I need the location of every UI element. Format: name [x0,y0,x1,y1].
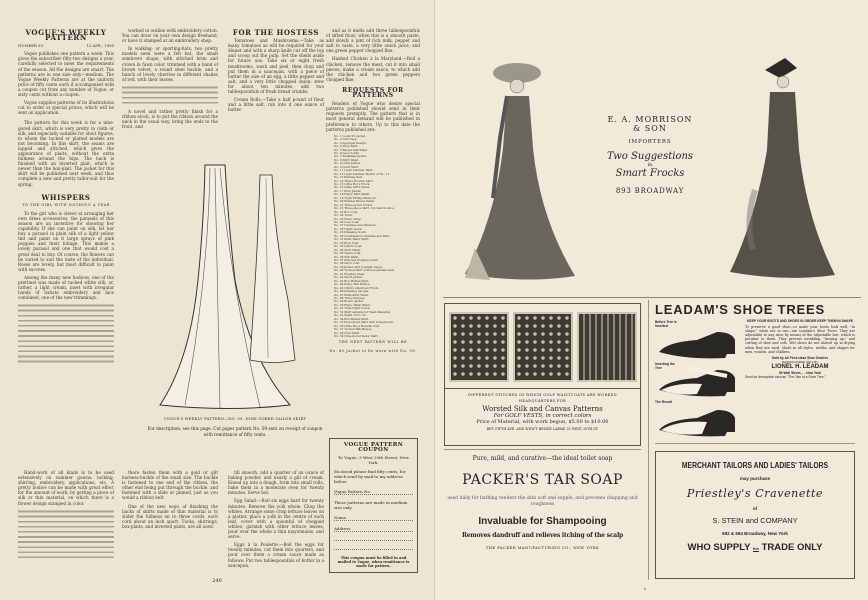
pattern-list-item: No. 50 Fancy Wash Waist. [334,302,371,307]
whispers-text-2: Among the many new bodices, one of the prettiest was made of tucked white silk, or, rather, a light cream, inset with irregular bands of batiste embroidery and lace combined, one of the new trimmings. [18,274,114,301]
pattern-coupon [329,438,418,573]
pattern-list-item: No. 54 Box Plaited Skirt. [334,316,370,321]
column-4 [326,28,420,357]
pattern-list-item: No. 25 Fancy Wrap. [334,216,362,221]
weekly-pattern-column [18,28,114,363]
pattern-number: NUMBER 59. [18,43,45,49]
pattern-list-item: No. 33 Child's Coat. [334,244,363,249]
pattern-list-item: No. 38 Girl's Coat. [334,261,361,266]
whispers-title: WHISPERS [41,192,91,202]
skirt-text: The pattern for this week is for a nine-gored skirt, which is very pretty in cloth or silk, and especially suitable for stout figures, to whom the tucked or plaited models are not becoming. In this skirt, the seams are lapped and stitched, which gives the appearance of plaits, without the extra fullness around the hips. The back is finished with an inverted plait, which is newer than the box-plait. The jacket for this skirt will be published next week, and thus complete a new and pretty tailor-suit for the spring. [18,120,114,187]
tailors-footer-b: the [752,546,759,551]
morrison-importers: IMPORTERS [628,139,672,145]
coupon-address-field[interactable]: Address [334,526,413,532]
stitches-hq: HEADQUARTERS FOR [518,399,567,403]
pattern-list-item: No. 27 Chemise and Drawers. [334,223,377,228]
pattern-list-item: No. 40 Tucked Skirt with box-plaited back. [334,268,395,273]
leadam-maker: LIONEL H. LEADAM [771,363,829,370]
packer-tagline: Pure, mild, and curative—the ideal toilet soap [472,455,613,462]
pattern-list-item: No. 39 Jacket with Coattail Capes. [334,264,383,269]
pattern-list-item: No. 45 Child's Afternoon Frock. [334,285,380,290]
pattern-list-item: No. 10 Golf Skirt. [334,164,359,169]
leadam-address: 80 Wall Street, - - New York [778,370,822,375]
col2-text-3: A novel and rather pretty finish for a ribbon stock, is to put the ribbon around the neck in the usual way, bring the ends to the front, and [122,108,218,130]
tailors-product: Priestley's Cravenette [686,487,824,500]
pattern-list-item: No. 22 Three-piece Skirt, Circular flounce. [334,206,395,211]
golf-vest-ad [444,303,641,446]
pattern-list-item: No. 26 Lace Coat. [334,220,360,225]
next-pattern-text: No. 60 Jacket to be worn with No. 59. [329,348,417,353]
pattern-list-item: No. 37 Princess Evening Gown. [334,258,379,262]
stitch-swatch-3 [577,312,637,382]
pattern-list-item: No. 2 Golf Cape. [334,137,358,142]
requests-title: REQUESTS FOR PATTERNS [342,86,404,100]
stitch-swatch-1 [449,312,509,382]
pattern-list-item: No. 18 Fancy Shirt Waist. [334,192,371,197]
pattern-list-item: No. 52 Skirt suitable for Wash Material. [334,309,391,314]
pattern-list-item: No. 51 Tulle Night Gown. [334,306,371,311]
leadam-mfr: MANUFACTURED ONLY BY [782,359,818,364]
text-filler [122,85,218,105]
pattern-list-item: No. 24 Tunic. [334,213,354,218]
whispers-subtitle: TO THE GIRL WITH NOTHING A YEAR [22,202,110,207]
pattern-list-item: No. 1 Louis XV. Jacket. [334,133,367,138]
pattern-list-item: No. 4 Drop Skirt. [334,144,359,149]
pattern-list-item: No. 23 Box Coat. [334,209,359,214]
leadam-tagline: KEEP YOUR BOOTS AND SHOES IN ORDER KEEP THEM IN SHAPE [747,319,853,323]
tailors-company: S. STEIN and COMPANY [712,516,798,525]
col2-text: worked in outline with embroidery cotton. You can draw on your own design freehand, or have it stamped at an embroidery shop. [122,28,218,44]
pattern-list-item: No. 14 Three-Flounce Skirt. [334,178,374,183]
shoe-label-3: The Result [655,400,672,404]
pattern-date: 12 APR., 1900 [86,43,114,49]
morrison-son: & SON [633,124,667,133]
tailors-footer-a: WHO SUPPLY [687,542,751,553]
coupon-title: VOGUE PATTERN COUPON [343,442,404,453]
stitches-line1: Worsted Silk and Canvas Patterns [482,405,603,413]
weekly-pattern-title: VOGUE'S WEEKLY PATTERN [25,28,107,43]
lower-col3-text: till smooth, add a quarter of an ounce of baking powder, and nearly a gill of cream. Knead up into a dough, form into small rolls, bake them in a moderate oven for twenty minutes. Serve hot. [228,470,324,496]
coupon-note: These patterns are made in medium size only. [334,500,408,510]
tailors-may: may purchase [739,476,771,481]
whispers-text: To the girl who is clever at arranging her own dress accessories, the parasols of this season are an incentive for showing her capability. If she can paint on silk, let her buy a parasol in plain silk of a light yellow tint and paint on it large sprays of pink poppies and their foliage. This makes a lovely parasol and one that would cost a great deal to buy. Of course, the flowers can be varied to suit the taste of the individual. Roses are lovely, but most difficult to paint with success. [18,210,114,272]
pattern-list [326,135,420,339]
pattern-list-item: No. 17 Eton Jacket. [334,188,362,193]
packer-title: PACKER'S TAR SOAP [462,472,623,488]
pattern-list-item: No. 42 Short Jacket. [334,275,363,280]
pattern-list-item: No. 15 Little Boy's Frock. [334,182,371,187]
pattern-list-item: No. 6 Lace Collar. [334,150,360,155]
pattern-list-item: No. 30 Combination Chemise and Skirt. [334,233,391,238]
tailors-footer-c: TRADE ONLY [761,542,823,553]
pattern-list-item: No. 35 Opera Coat. [334,251,362,256]
packer-body: used daily for bathing renders the skin soft and supple, and prevents chapping and roughness [447,496,638,507]
page-number-left: 240 [212,578,222,584]
pattern-list-item: No. 36 Silk Waist. [334,254,360,259]
pattern-list-item: No. 13 Bathing Suit. [334,175,363,180]
woman-with-parasol-illustration [455,48,585,283]
stitches-line3: Price of Material, with work begun, $5.00 to $10.00 [476,419,609,425]
leadam-sold: Sold by All First-class Shoe Dealers [771,355,829,360]
packer-footer: THE PACKER MANUFACTURING CO., NEW YORK [485,545,600,550]
pattern-list-item: No. 48 Three Sleeves. [334,295,366,300]
page-number-right: v [643,586,647,591]
hostess-column [228,28,324,115]
leadam-circular: Send for descriptive circular, "The Tale of a Shoe Tree." [745,375,826,380]
packer-subhead: Removes dandruff and relieves itching of the scalp [461,532,624,539]
woman-in-gown-illustration [725,50,840,285]
stitches-caption: DIFFERENT STITCHES IN WHICH GOLF WAISTCOATS ARE WORKED [468,393,617,397]
morrison-address: 893 BROADWAY [615,187,685,195]
tailors-address: 692 & 694 Broadway, New York [722,531,788,536]
morrison-ad [575,115,725,195]
shoe-label-2: Inserting the Tree [655,362,675,370]
pattern-list-item: No. 7 Breakfast Jacket. [334,154,367,159]
lower-col3-text-2: Egg Salad.—Boil six eggs hard for twenty minutes. Remove the yolk whole. Chop the whites. Arrange some crisp lettuce leaves on a platter, place a yolk in the centre of each leaf, cover with a spoonful of chopped whites, garnish with other lettuce leaves, pour over the whole a thin mayonnaise, and serve. [228,498,324,540]
col4-text-2: Hashed Chicken à la Maryland.—Boil a chicken, remove the meat, cut it into small pieces, make a cream sauce, to which add the chicken and two green peppers chopped fine. [326,56,420,82]
pattern-list-item: No. 9 Cloth Jacket. [334,161,361,166]
pattern-list-item: No. 47 Plain Shirt Waist. [334,292,369,297]
pattern-list-item: No. 19 Tight Fitting Petticoat. [334,195,377,200]
pattern-list-item: No. 31 Plain Tailor Skirt. [334,237,370,242]
packer-ad [444,450,641,550]
pattern-list-item: No. 29 Dressing Gown. [334,230,367,235]
col2-text-2: In walking- or sporting-hats, two pretty models seen were a felt hat, the small sombrero shape, with stitched brim and crown in fawn color, trimmed with a band of brown velvet, a round steel buckle, and a bunch of lovely cherries in different shades of red, with their leaves. [122,46,218,82]
tailors-title: MERCHANT TAILORS AND LADIES' TAILORS [681,461,829,470]
morrison-line1: Two Suggestions [606,151,694,162]
coupon-footer: This coupon must be filled in and mailed to Vogue, when remittance is made for pattern. [337,556,410,569]
figure-caption: VOGUE'S WEEKLY PATTERN—NO. 59, NINE GORED TAILOR SKIRT [163,417,307,421]
divider [443,297,861,298]
text-filler [18,303,114,363]
hostess-text: Tomatoes and Mushrooms.—Take as many tomatoes as will be required for your dinner and with a sharp knife cut off the top and scoop out the pulp. Set the shells aside for future use. Take six or eight fresh mushrooms, wash and peel, then chop and put them in a saucepan, with a piece of butter the size of an egg, a little pepper and salt, and a very little chopped onion; stew for about ten minutes, add two tablespoonfuls of fresh bread crumbs. [228,38,324,95]
stitches-line2: For GOLF VESTS, in correct colors [493,413,592,419]
tailors-ad [655,451,855,579]
column-divider [648,300,649,580]
lower-column-1 [18,470,114,559]
tailors-of: of [752,506,758,511]
morrison-name: E. A. MORRISON [607,115,693,124]
pattern-list-item: No. 46 Dressing Sacque. [334,289,370,294]
lower-col2-text-2: One of the new ways of finishing the backs of skirts made of thin material is to slider the fullness on to three cords, each cord about an inch apart. Tucks, shirrings, box-plaits, and inverted plaits, are all used. [122,503,218,529]
figure-note: For description, see this page. Cut paper pattern No. 59 sent on receipt of coupon with remittance of fifty cents. [147,426,323,437]
text-filler [18,509,114,559]
next-pattern-label: THE NEXT PATTERN WILL BE [338,340,408,345]
pattern-list-item: No. 34 Shirt Waist. [334,247,361,252]
coupon-pattern-field[interactable]: Vogue Pattern No. [334,489,413,495]
morrison-line3: Smart Frocks [615,168,685,179]
hostess-title: FOR THE HOSTESS [232,28,320,37]
pattern-list-item: No. 44 Fancy Silk Bodice. [334,282,371,287]
pattern-list-item: No. 57 Tucked Silk Blouse. [334,327,373,332]
lower-col1-text: Hand-work of all kinds is to be used extensively on summer gowns: tucking, shirring, embroidery, applications, etc. A pretty bodice can be made with great effect for the amount of work, by getting a piece of silk or thin material, on which there is a flower design stamped in color. [18,470,114,506]
pattern-list-item: No. 43 Box Plaited Skirt. [334,278,370,283]
column-2 [122,28,218,132]
coupon-address: To Vogue, 3 West 29th Street, New York. [338,455,409,465]
coupon-body: Enclosed please find fifty cents, for which send by mail to my address below: [334,469,406,484]
leadam-body: To preserve a good shoe—to make your boots look well, "in shape," when not in use—use Leadam's Shoe Trees. They are adjustable to any shoe by means of the adjustable last, which is peculiar to them. They prevent wrinkling, "turning up," and curling of shoe and sole. Wet shoes do not shrivel up in drying when they are used. Made in all styles, widths, and shapes for men, women, and children. [745,325,855,354]
leadam-ad [655,302,855,440]
pattern-list-item: No. 3 Appliqué Design. [334,140,367,145]
lower-column-2 [122,470,218,532]
pattern-list-item: No. 11 Light Summer Skirt. [334,168,374,173]
requests-text: Readers of Vogue who desire special patterns published should send in their requests promptly. The pattern that is in most general demand will be published in preference to others. Up to this date the patterns published are: [326,101,420,132]
pattern-list-item: No. 59 Nine-Gored Tailor Skirt. [334,333,379,338]
intro-text: Vogue publishes one pattern a week. This gives the subscriber fifty-two designs a year, carefully selected to meet the requirements of the season. All the designs are smart. The patterns are in one size only—medium. The Vogue Weekly Patterns are at the uniform price of fifty cents each if accompanied with a coupon cut from any number of Vogue, or sixty cents without a coupon. [18,51,114,98]
col4-text: and as it melts add three tablespoonfuls of sifted flour; when this is a smooth paste, add slowly a pint of rich milk, pepper and salt to taste, a very little onion juice, and one green pepper chopped fine. [326,28,420,54]
pattern-list-item: No. 5 Blouse Silk Waist. [334,147,368,152]
pattern-list-item: No. 56 Little Boy's Russian Suit. [334,323,380,328]
lower-col3-text-3: Eggs à la Poulette.—Boil the eggs for twenty minutes, cut them into quarters, and pour over them a cream sauce made as follows: Put two tablespoonfuls of butter in a saucepan, [228,542,324,568]
pattern-list-item: No. 49 Bolero Jacket. [334,299,365,304]
pattern-list-item: No. 16 Little Girl's Dress. [334,185,371,190]
skirt-illustration [150,160,310,415]
pattern-list-item: No. 41 Evening Cape. [334,271,365,276]
shoe-illustrations [657,324,743,440]
packer-headline: Invaluable for Shampooing [478,516,607,527]
pattern-list-item: No. 12 Light Summer Bodice of No. 11. [334,171,391,176]
pattern-list-item: No. 20 Flannel Blouse Waist. [334,199,375,204]
morrison-line2: in [647,162,653,168]
divider [655,443,855,444]
pattern-list-item: No. 58 Over Skirt. [334,330,360,335]
intro-text-2: Vogue supplies patterns of its illustrations cut to order at special prices, which will be sent on application. [18,100,114,116]
pattern-list-item: No. 21 Three-gored Corset. [334,202,373,207]
stitch-swatch-2 [513,312,573,382]
shoe-label-1: Before Tree is Inserted [655,320,677,328]
lower-col2-text: there fasten them with a gold or gilt harness-buckle of the small size. The buckle is fastened to one end of the ribbon, the other end being put through the buckle, and fastened with a slide or pinned, just as you would a ribbon belt. [122,470,218,501]
right-page [434,0,868,600]
pattern-list-item: No. 28 Night Gown. [334,226,363,231]
pattern-list-item: No. 53 Waist of No. 52. [334,313,367,318]
coupon-name-field[interactable]: Name [334,515,413,521]
leadam-title: LEADAM'S SHOE TREES [655,302,825,317]
pattern-list-item: No. 8 Shirt Waist. [334,157,360,162]
lower-column-3 [228,470,324,571]
pattern-list-item: No. 55 Five-Gored Skirt with tucked back. [334,320,395,325]
pattern-list-item: No. 32 Eton Coat. [334,240,360,245]
hostess-text-2: Cream Rolls.—Take a half pound of flour and a little salt, rub into it one ounce of butter [228,97,324,113]
stitches-footer: BET. FIFTH AVE. AND B'DW'Y BESSIE LAPAIX 25 WEST 30TH ST. [486,427,599,431]
